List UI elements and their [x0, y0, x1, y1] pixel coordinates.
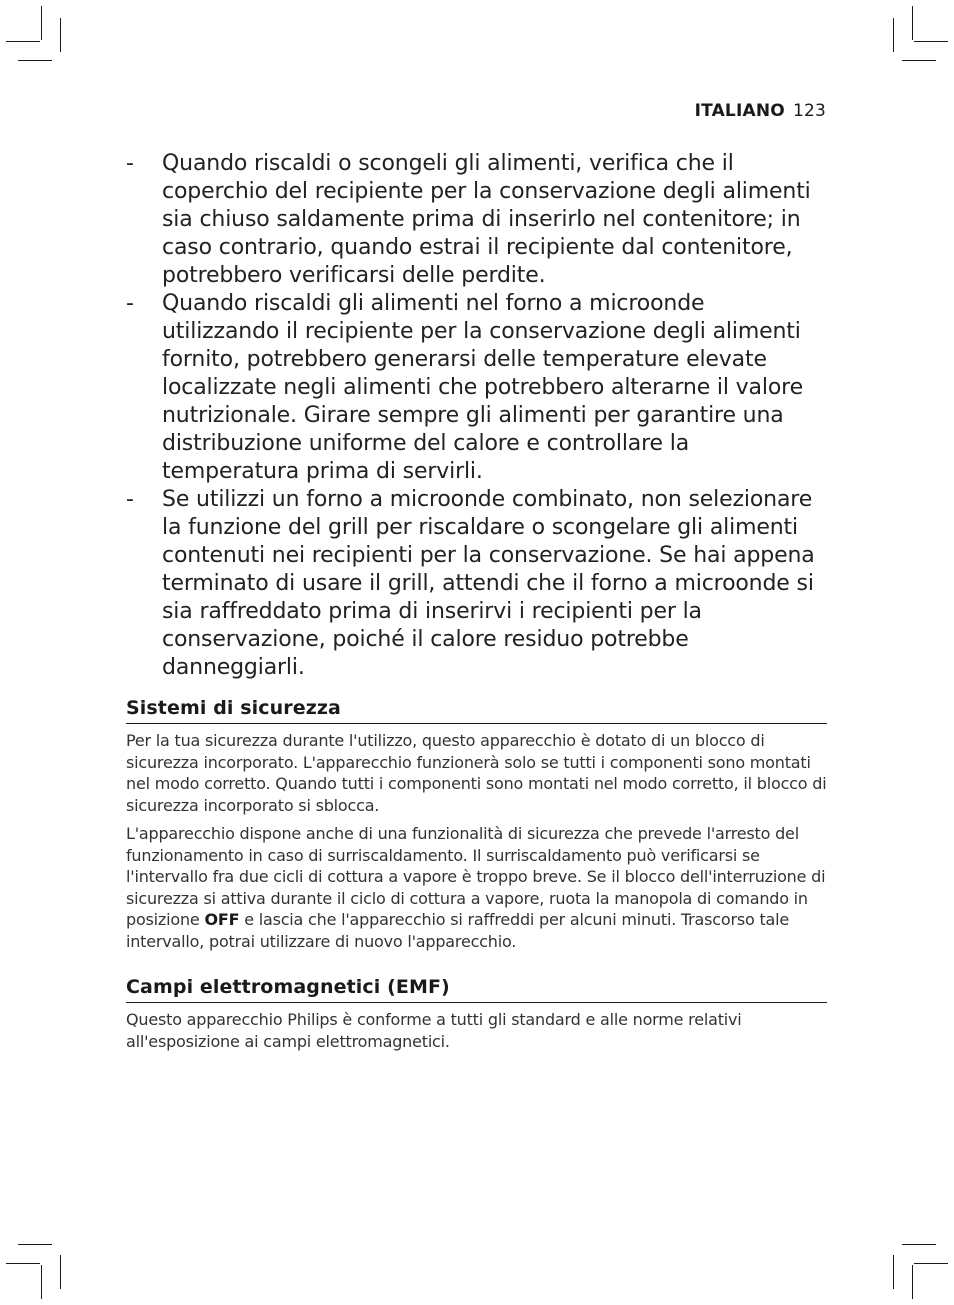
paragraph-text: L'apparecchio dispone anche di una funzionalità di sicurezza che prevede l'arresto del funzionamento in caso di surriscaldamento. Il surriscaldamento può verificarsi se l'intervallo fra due cicli di cottura a vapore è troppo breve. Se il blocco dell'interruzione di sicurezza si attiva durante il ciclo di cottura a vapore, ruota la manopola di comando in posizione: [126, 824, 826, 929]
paragraph-text: e lascia che l'apparecchio si raffreddi per alcuni minuti. Trascorso tale intervallo, potrai utilizzare di nuovo l'apparecchio.: [126, 910, 790, 951]
header-language: ITALIANO: [694, 101, 785, 121]
warning-list: [126, 150, 826, 682]
paragraph: Questo apparecchio Philips è conforme a tutti gli standard e alle norme relativi all'esposizione ai campi elettromagnetici.: [126, 1010, 742, 1051]
crop-mark: [41, 1265, 42, 1299]
crop-mark: [914, 41, 948, 42]
paragraph: [126, 823, 827, 952]
bullet-dash: -: [126, 487, 134, 512]
page-header: [695, 101, 826, 121]
section-heading: Sistemi di sicurezza: [126, 697, 827, 724]
section-emf: [126, 976, 827, 1052]
list-item-text: Quando riscaldi gli alimenti nel forno a microonde utilizzando il recipiente per la conservazione degli alimenti fornito, potrebbero generarsi delle temperature elevate localizzate negli alimenti che potrebbero alterarne il valore nutrizionale. Girare sempre gli alimenti per garantire una distribuzione uniforme del calore e controllare la temperatura prima di servirli.: [162, 291, 803, 484]
crop-mark: [902, 1244, 936, 1245]
crop-mark: [6, 1263, 40, 1264]
keyword-off: OFF: [204, 910, 240, 929]
crop-mark: [60, 18, 61, 52]
list-item: [126, 486, 826, 682]
paragraph: Per la tua sicurezza durante l'utilizzo, questo apparecchio è dotato di un blocco di sicurezza incorporato. L'apparecchio funzionerà solo se tutti i componenti sono montati nel modo corretto. Quando tutti i componenti sono montati nel modo corretto, il blocco di sicurezza incorporato si sblocca.: [126, 731, 827, 815]
crop-mark: [912, 6, 913, 40]
section-heading: Campi elettromagnetici (EMF): [126, 976, 827, 1003]
page-number: 123: [792, 101, 826, 121]
bullet-dash: -: [126, 291, 134, 316]
crop-mark: [893, 1255, 894, 1289]
crop-mark: [912, 1265, 913, 1299]
crop-mark: [41, 6, 42, 40]
crop-mark: [18, 60, 52, 61]
crop-mark: [893, 18, 894, 52]
list-item-text: Se utilizzi un forno a microonde combinato, non selezionare la funzione del grill per riscaldare o scongelare gli alimenti contenuti nei recipienti per la conservazione. Se hai appena terminato di usare il grill, attendi che il forno a microonde si sia raffreddato prima di inserirvi i recipienti per la conservazione, poiché il calore residuo potrebbe danneggiarli.: [162, 487, 815, 680]
bullet-dash: -: [126, 151, 134, 176]
crop-mark: [6, 41, 40, 42]
list-item: [126, 150, 826, 290]
list-item: [126, 290, 826, 486]
crop-mark: [60, 1255, 61, 1289]
crop-mark: [18, 1244, 52, 1245]
section-safety-systems: [126, 697, 827, 952]
list-item-text: Quando riscaldi o scongeli gli alimenti, verifica che il coperchio del recipiente per la conservazione degli alimenti sia chiuso saldamente prima di inserirlo nel contenitore; in caso contrario, quando estrai il recipiente dal contenitore, potrebbero verificarsi delle perdite.: [162, 151, 811, 288]
crop-mark: [914, 1263, 948, 1264]
crop-mark: [902, 60, 936, 61]
